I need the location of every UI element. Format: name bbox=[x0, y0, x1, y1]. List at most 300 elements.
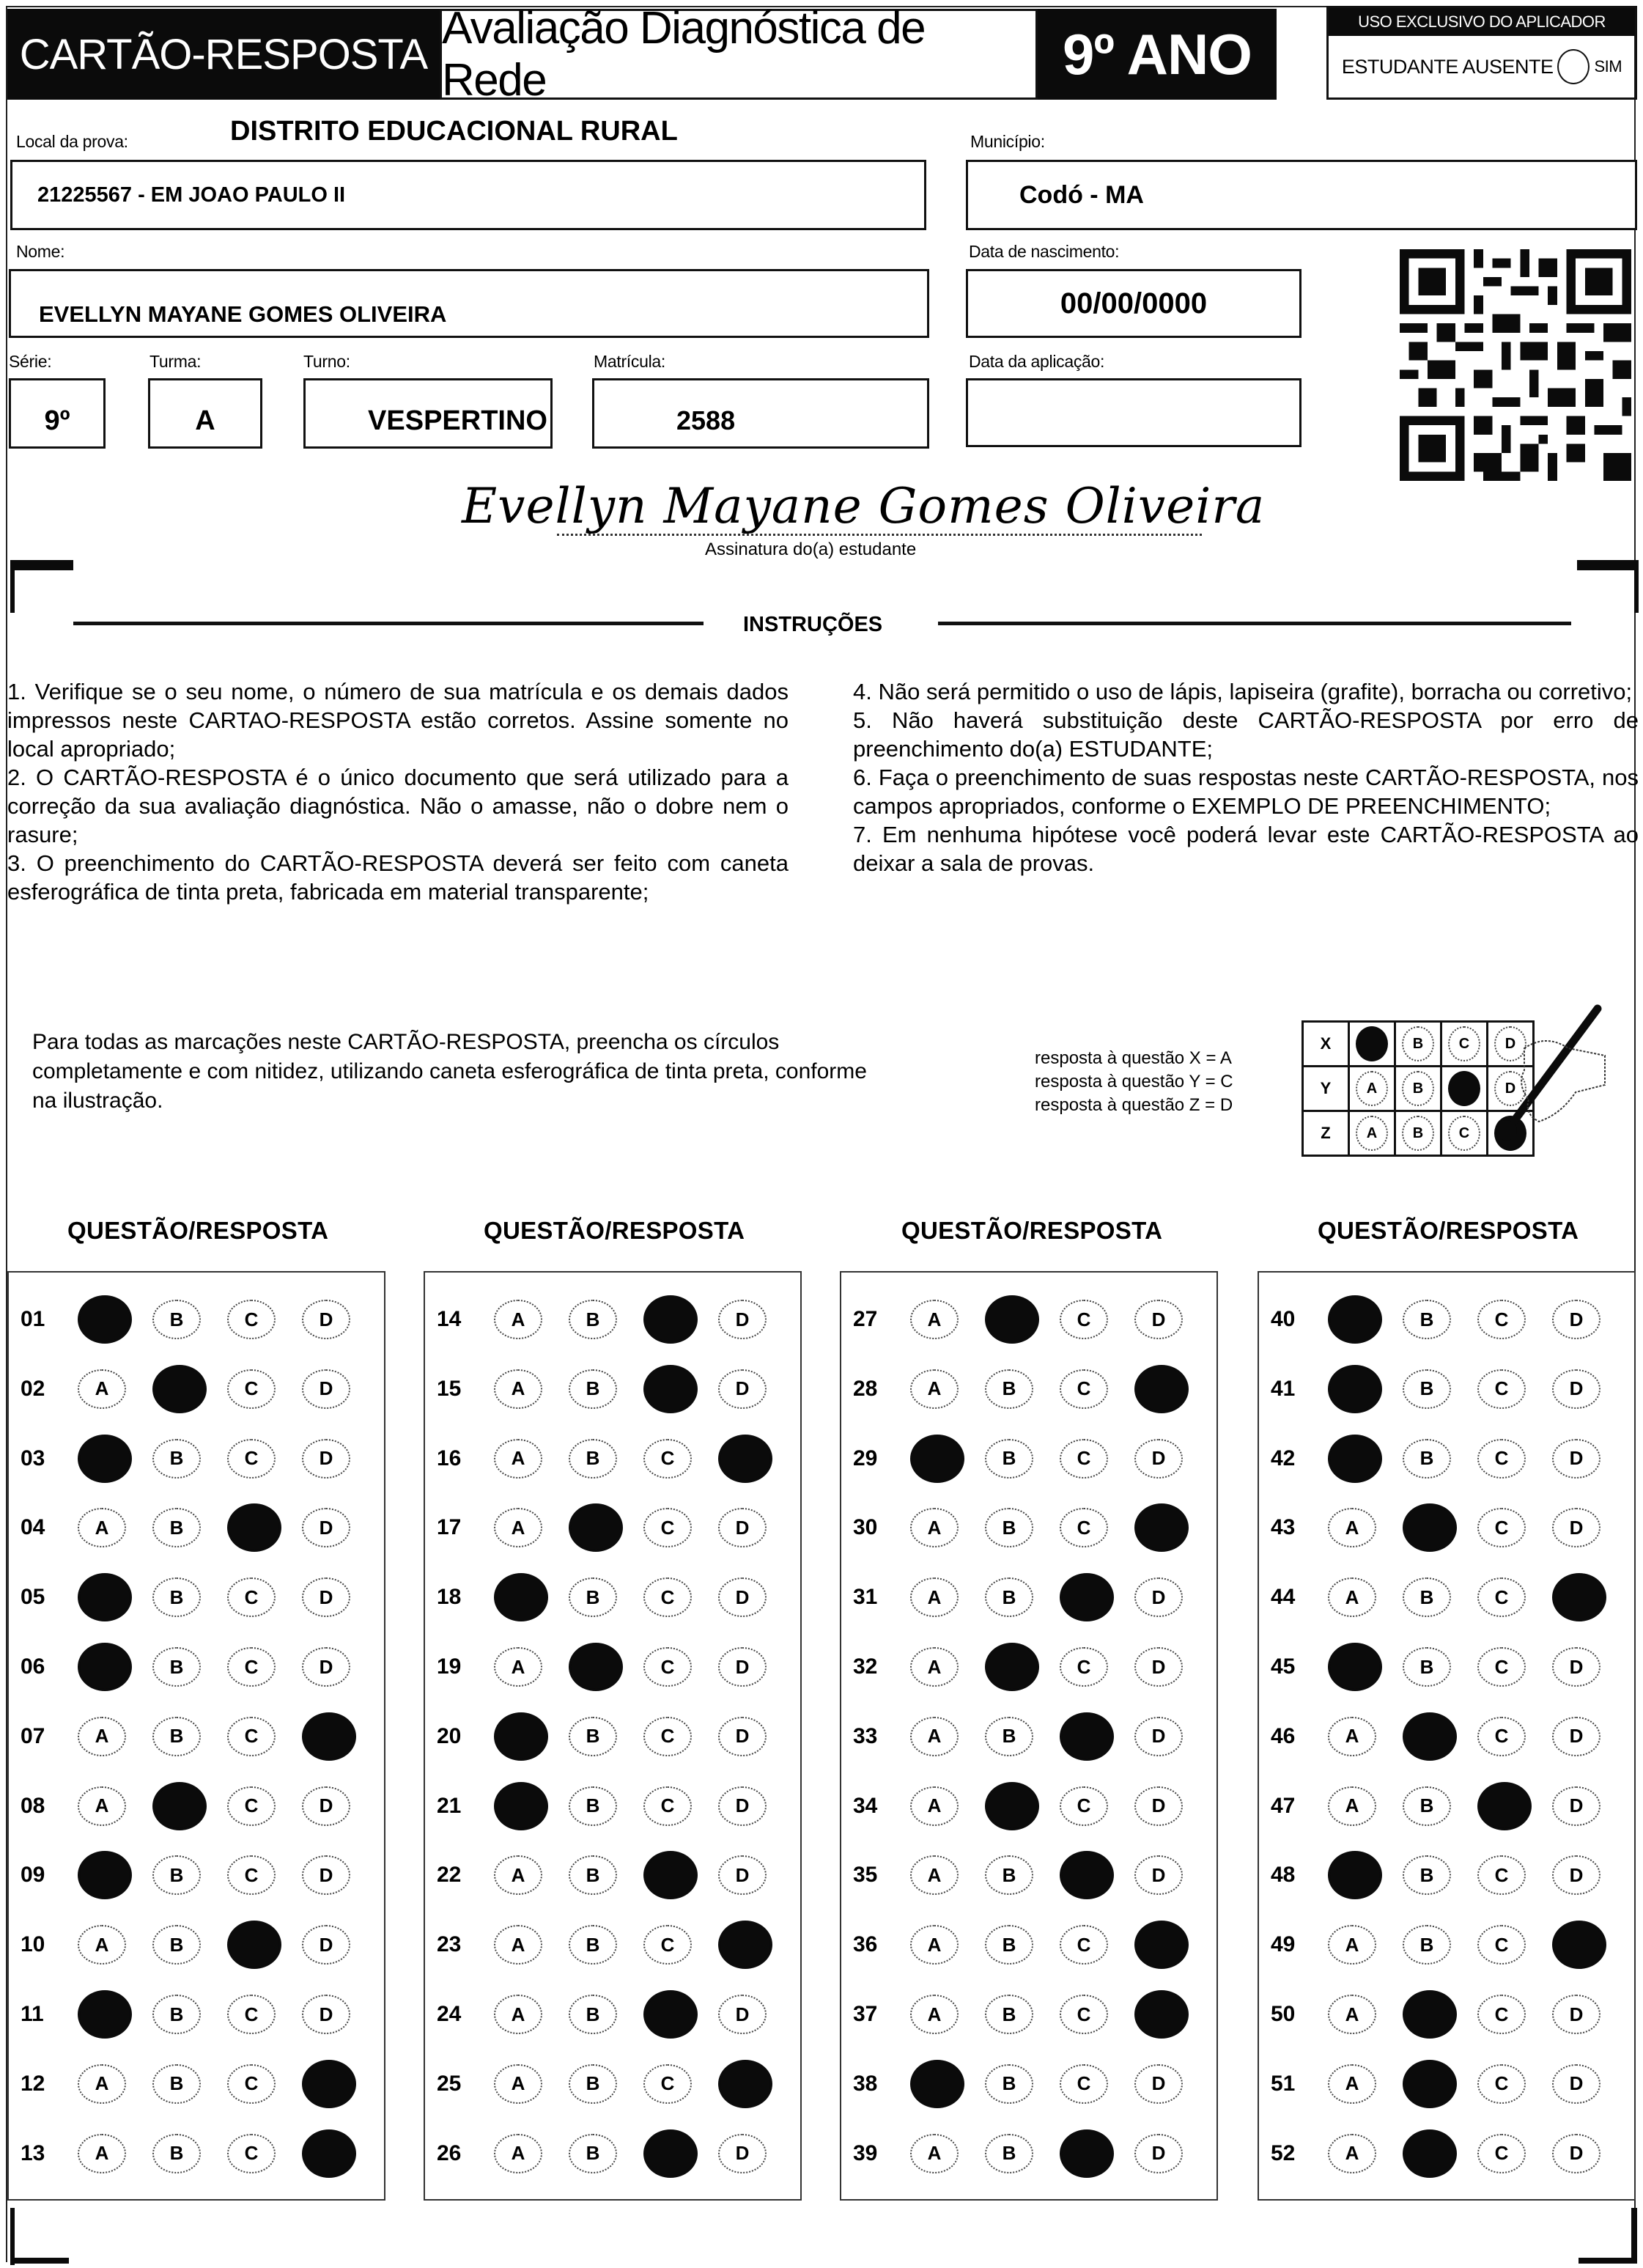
answer-bubble[interactable]: B bbox=[152, 1647, 201, 1687]
answer-bubble-filled[interactable] bbox=[1328, 1851, 1382, 1899]
answer-bubble-filled[interactable] bbox=[643, 1990, 698, 2039]
answer-bubble[interactable]: D bbox=[718, 1786, 767, 1826]
answer-bubble-filled[interactable] bbox=[985, 1643, 1039, 1691]
answer-bubble[interactable]: C bbox=[227, 1577, 276, 1617]
answer-bubble-filled[interactable] bbox=[302, 2129, 356, 2178]
answer-bubble[interactable]: A bbox=[78, 1369, 126, 1409]
answer-bubble-filled[interactable] bbox=[643, 1295, 698, 1344]
answer-bubble-filled[interactable] bbox=[1060, 1851, 1114, 1899]
question-number: 44 bbox=[1271, 1585, 1296, 1610]
answer-bubble[interactable]: B bbox=[152, 1439, 201, 1479]
question-row bbox=[1258, 1923, 1627, 1967]
answer-bubble-filled[interactable] bbox=[1403, 1990, 1457, 2039]
answer-bubble[interactable]: A bbox=[78, 1508, 126, 1547]
matricula-value: 2588 bbox=[676, 405, 736, 435]
answer-bubble[interactable]: A bbox=[910, 1300, 959, 1339]
answer-bubble[interactable]: B bbox=[985, 1508, 1033, 1547]
answer-bubble[interactable]: A bbox=[494, 1369, 542, 1409]
question-number: 17 bbox=[437, 1515, 462, 1540]
answer-bubble-filled[interactable] bbox=[78, 1643, 132, 1691]
grade-badge bbox=[1038, 9, 1277, 100]
answer-bubble[interactable]: B bbox=[152, 1925, 201, 1965]
answer-bubble[interactable]: A bbox=[1328, 2064, 1376, 2104]
answer-bubble[interactable]: A bbox=[78, 2134, 126, 2173]
answer-bubble-filled[interactable] bbox=[569, 1643, 623, 1691]
answer-bubble[interactable]: C bbox=[1477, 1369, 1526, 1409]
answer-bubble[interactable]: D bbox=[1552, 1717, 1600, 1756]
answer-bubble-filled[interactable] bbox=[643, 2129, 698, 2178]
answer-bubble-filled[interactable] bbox=[1403, 2060, 1457, 2108]
answer-bubble-filled[interactable] bbox=[1134, 1503, 1189, 1552]
question-row bbox=[7, 2062, 377, 2106]
answer-bubble[interactable]: B bbox=[569, 1786, 617, 1826]
answer-bubble[interactable]: D bbox=[302, 1786, 350, 1826]
answer-bubble[interactable]: D bbox=[1552, 1786, 1600, 1826]
answer-bubble-filled[interactable] bbox=[1134, 1990, 1189, 2039]
answer-bubble[interactable]: C bbox=[643, 1577, 692, 1617]
answer-bubble[interactable]: C bbox=[227, 1786, 276, 1826]
answer-bubble[interactable]: B bbox=[985, 1995, 1033, 2034]
answer-bubble[interactable]: C bbox=[1477, 2134, 1526, 2173]
answer-bubble[interactable]: B bbox=[569, 1369, 617, 1409]
question-number: 02 bbox=[21, 1376, 45, 1401]
answer-bubble-filled[interactable] bbox=[718, 2060, 772, 2108]
corner-mark-br-v bbox=[1631, 2208, 1637, 2264]
answer-bubble[interactable]: D bbox=[718, 1300, 767, 1339]
answer-bubble[interactable]: B bbox=[152, 1717, 201, 1756]
question-row bbox=[7, 1784, 377, 1828]
card-title-text: CARTÃO-RESPOSTA bbox=[19, 30, 428, 78]
student-signature: Evellyn Mayane Gomes Oliveira bbox=[462, 478, 1266, 534]
question-number: 11 bbox=[21, 2002, 44, 2026]
answer-bubble[interactable]: B bbox=[152, 1855, 201, 1895]
instruction-3: 3. O preenchimento do CARTÃO-RESPOSTA deverá ser feito com caneta esferográfica de tinta preta, fabricada em material transparente; bbox=[7, 850, 789, 905]
answer-bubble[interactable]: D bbox=[302, 1995, 350, 2034]
question-row bbox=[7, 1575, 377, 1619]
answer-bubble-filled[interactable] bbox=[227, 1503, 281, 1552]
question-number: 07 bbox=[21, 1723, 45, 1748]
answer-bubble-filled[interactable] bbox=[302, 1712, 356, 1761]
example-legend-y: resposta à questão Y = C bbox=[1035, 1072, 1233, 1091]
answer-bubble[interactable]: A bbox=[910, 1647, 959, 1687]
answer-bubble-filled[interactable] bbox=[78, 1573, 132, 1621]
answer-bubble[interactable]: A bbox=[910, 1717, 959, 1756]
absent-option: SIM bbox=[1594, 57, 1622, 76]
grade-badge-text: 9º ANO bbox=[1063, 21, 1252, 86]
answer-bubble[interactable]: C bbox=[1477, 1995, 1526, 2034]
answer-bubble[interactable]: A bbox=[494, 2134, 542, 2173]
answer-bubble[interactable]: B bbox=[569, 1855, 617, 1895]
answer-bubble[interactable]: C bbox=[1060, 1439, 1108, 1479]
question-row bbox=[7, 1437, 377, 1481]
question-number: 08 bbox=[21, 1793, 45, 1818]
aplicacao-field[interactable] bbox=[966, 378, 1302, 447]
answer-bubble[interactable]: A bbox=[78, 1786, 126, 1826]
answer-bubble[interactable]: A bbox=[910, 1855, 959, 1895]
question-row bbox=[424, 1923, 793, 1967]
answer-bubble[interactable]: B bbox=[569, 1717, 617, 1756]
answer-bubble[interactable]: D bbox=[1134, 1647, 1183, 1687]
instructions-rule-right bbox=[938, 622, 1571, 625]
question-row bbox=[7, 1715, 377, 1759]
answer-bubble[interactable]: A bbox=[1328, 1925, 1376, 1965]
question-row bbox=[840, 1645, 1209, 1689]
answer-bubble[interactable]: B bbox=[152, 1300, 201, 1339]
answer-bubble[interactable]: D bbox=[1134, 1786, 1183, 1826]
answer-bubble-filled[interactable] bbox=[78, 1851, 132, 1899]
answer-bubble-filled[interactable] bbox=[1403, 2129, 1457, 2178]
instructions-left bbox=[7, 677, 789, 906]
example-cell bbox=[1395, 1022, 1441, 1067]
question-row bbox=[424, 1715, 793, 1759]
answer-bubble-filled[interactable] bbox=[227, 1921, 281, 1969]
answer-bubble-filled[interactable] bbox=[1477, 1782, 1532, 1830]
answer-bubble[interactable]: C bbox=[1060, 1995, 1108, 2034]
question-number: 50 bbox=[1271, 2002, 1296, 2026]
answer-bubble[interactable]: A bbox=[78, 1717, 126, 1756]
answer-bubble[interactable]: A bbox=[78, 2064, 126, 2104]
answer-bubble[interactable]: D bbox=[718, 1577, 767, 1617]
nome-label: Nome: bbox=[16, 242, 65, 261]
answer-bubble[interactable]: A bbox=[1328, 2134, 1376, 2173]
answer-bubble-filled[interactable] bbox=[1134, 1365, 1189, 1413]
question-number: 04 bbox=[21, 1515, 45, 1540]
question-row bbox=[1258, 1784, 1627, 1828]
answer-bubble[interactable]: D bbox=[1134, 1300, 1183, 1339]
corner-mark-tr-v bbox=[1634, 560, 1639, 613]
answer-bubble-filled[interactable] bbox=[910, 2060, 964, 2108]
answer-bubble[interactable]: B bbox=[569, 1995, 617, 2034]
absent-label: ESTUDANTE AUSENTE bbox=[1341, 55, 1554, 78]
answer-bubble[interactable]: D bbox=[1552, 1508, 1600, 1547]
answer-bubble[interactable]: D bbox=[302, 1925, 350, 1965]
question-number: 40 bbox=[1271, 1307, 1296, 1331]
answer-bubble[interactable]: A bbox=[1328, 1786, 1376, 1826]
answer-bubble[interactable]: A bbox=[1328, 1508, 1376, 1547]
hand-pen-icon bbox=[1495, 1004, 1612, 1144]
answer-bubble-filled[interactable] bbox=[1552, 1573, 1606, 1621]
turma-value: A bbox=[195, 405, 215, 436]
question-number: 36 bbox=[853, 1932, 878, 1957]
turno-label: Turno: bbox=[303, 352, 350, 371]
answer-bubble[interactable]: B bbox=[152, 2064, 201, 2104]
answer-bubble-filled[interactable] bbox=[1403, 1503, 1457, 1552]
answer-bubble[interactable]: D bbox=[718, 1717, 767, 1756]
answer-bubble[interactable]: B bbox=[1403, 1369, 1451, 1409]
answer-bubble[interactable]: C bbox=[643, 1647, 692, 1687]
answer-bubble-filled[interactable] bbox=[1328, 1435, 1382, 1483]
answer-bubble[interactable]: B bbox=[1403, 1647, 1451, 1687]
answer-bubble-filled[interactable] bbox=[78, 1295, 132, 1344]
answer-bubble[interactable]: C bbox=[643, 1717, 692, 1756]
answer-bubble[interactable]: C bbox=[643, 1439, 692, 1479]
answer-bubble[interactable]: B bbox=[1403, 1577, 1451, 1617]
answer-bubble[interactable]: B bbox=[985, 2134, 1033, 2173]
example-bubble: B bbox=[1402, 1026, 1434, 1061]
answer-bubble[interactable]: B bbox=[985, 1925, 1033, 1965]
answer-bubble[interactable]: B bbox=[569, 2064, 617, 2104]
answer-bubble[interactable]: D bbox=[302, 1300, 350, 1339]
matricula-label: Matrícula: bbox=[594, 352, 665, 371]
answer-bubble[interactable]: C bbox=[227, 1855, 276, 1895]
question-row bbox=[840, 1506, 1209, 1550]
answer-bubble[interactable]: C bbox=[1060, 1508, 1108, 1547]
instruction-1: 1. Verifique se o seu nome, o número de sua matrícula e os demais dados impressos neste CARTAO-RESPOSTA estão corretos. Assine somente no local apropriado; bbox=[7, 679, 789, 762]
answer-bubble[interactable]: A bbox=[494, 1925, 542, 1965]
question-row bbox=[1258, 2062, 1627, 2106]
question-row bbox=[1258, 1645, 1627, 1689]
answer-bubble[interactable]: D bbox=[1552, 1300, 1600, 1339]
question-number: 13 bbox=[21, 2140, 45, 2165]
question-row bbox=[424, 1645, 793, 1689]
answer-bubble[interactable]: B bbox=[985, 1717, 1033, 1756]
answer-bubble[interactable]: B bbox=[1403, 1300, 1451, 1339]
answer-bubble[interactable]: C bbox=[643, 2064, 692, 2104]
answer-bubble[interactable]: D bbox=[1552, 1995, 1600, 2034]
answer-bubble[interactable]: B bbox=[569, 1925, 617, 1965]
question-number: 03 bbox=[21, 1446, 45, 1470]
district-name: DISTRITO EDUCACIONAL RURAL bbox=[230, 116, 678, 147]
answer-bubble[interactable]: C bbox=[227, 1369, 276, 1409]
answer-bubble-filled[interactable] bbox=[152, 1365, 207, 1413]
answer-bubble[interactable]: C bbox=[227, 1300, 276, 1339]
answer-bubble-filled[interactable] bbox=[910, 1435, 964, 1483]
question-row bbox=[840, 1853, 1209, 1897]
answer-bubble[interactable]: B bbox=[985, 1855, 1033, 1895]
applicator-box bbox=[1326, 6, 1637, 100]
question-number: 14 bbox=[437, 1307, 462, 1331]
question-row bbox=[1258, 1367, 1627, 1411]
answer-bubble[interactable]: D bbox=[302, 1855, 350, 1895]
answer-bubble[interactable]: A bbox=[910, 1925, 959, 1965]
question-number: 20 bbox=[437, 1723, 462, 1748]
answer-bubble[interactable]: C bbox=[1060, 2064, 1108, 2104]
nascimento-value: 00/00/0000 bbox=[1060, 287, 1208, 320]
example-row-label: X bbox=[1303, 1022, 1349, 1067]
answer-bubble[interactable]: A bbox=[494, 1855, 542, 1895]
answer-bubble[interactable]: B bbox=[152, 1577, 201, 1617]
answer-bubble[interactable]: B bbox=[1403, 1855, 1451, 1895]
answer-bubble[interactable]: C bbox=[227, 2064, 276, 2104]
answer-bubble-filled[interactable] bbox=[494, 1712, 548, 1761]
corner-mark-bl-v bbox=[10, 2208, 15, 2265]
answer-bubble[interactable]: B bbox=[569, 1577, 617, 1617]
example-row-label: Y bbox=[1303, 1067, 1349, 1111]
answer-bubble[interactable]: C bbox=[1477, 1855, 1526, 1895]
question-number: 46 bbox=[1271, 1723, 1296, 1748]
answer-bubble[interactable]: A bbox=[1328, 1995, 1376, 2034]
question-row bbox=[7, 1923, 377, 1967]
answer-bubble[interactable]: A bbox=[494, 1508, 542, 1547]
absent-checkbox[interactable] bbox=[1557, 49, 1590, 84]
answer-bubble-filled[interactable] bbox=[494, 1573, 548, 1621]
answer-bubble[interactable]: D bbox=[302, 1508, 350, 1547]
example-bubble: A bbox=[1356, 1071, 1388, 1106]
answer-bubble[interactable]: A bbox=[1328, 1577, 1376, 1617]
question-row bbox=[424, 1784, 793, 1828]
answer-bubble[interactable]: A bbox=[494, 2064, 542, 2104]
answer-bubble[interactable]: D bbox=[718, 1855, 767, 1895]
question-row bbox=[7, 2132, 377, 2176]
answer-bubble[interactable]: C bbox=[1060, 1300, 1108, 1339]
answer-bubble-filled[interactable] bbox=[1060, 2129, 1114, 2178]
answer-bubble-filled[interactable] bbox=[985, 1782, 1039, 1830]
answer-bubble[interactable]: D bbox=[718, 2134, 767, 2173]
answer-bubble[interactable]: C bbox=[1060, 1786, 1108, 1826]
answer-bubble[interactable]: D bbox=[1134, 1577, 1183, 1617]
answer-bubble-filled[interactable] bbox=[718, 1435, 772, 1483]
answer-bubble[interactable]: C bbox=[227, 1717, 276, 1756]
answer-bubble-filled[interactable] bbox=[1328, 1295, 1382, 1344]
answer-bubble[interactable]: C bbox=[1477, 2064, 1526, 2104]
answer-bubble[interactable]: C bbox=[643, 1925, 692, 1965]
answer-bubble[interactable]: C bbox=[227, 1439, 276, 1479]
answer-bubble[interactable]: B bbox=[569, 1439, 617, 1479]
qr-code bbox=[1400, 249, 1631, 481]
answer-bubble[interactable]: D bbox=[718, 1508, 767, 1547]
answer-bubble[interactable]: C bbox=[1477, 1647, 1526, 1687]
answer-bubble[interactable]: D bbox=[1134, 1717, 1183, 1756]
answer-bubble[interactable]: A bbox=[78, 1925, 126, 1965]
answer-bubble[interactable]: D bbox=[1552, 1369, 1600, 1409]
answer-bubble[interactable]: C bbox=[1477, 1439, 1526, 1479]
answer-bubble[interactable]: C bbox=[1060, 1925, 1108, 1965]
answer-bubble[interactable]: D bbox=[1552, 1439, 1600, 1479]
answer-bubble[interactable]: D bbox=[1552, 1647, 1600, 1687]
answer-bubble[interactable]: C bbox=[1477, 1300, 1526, 1339]
answer-bubble-filled[interactable] bbox=[1060, 1573, 1114, 1621]
question-number: 51 bbox=[1271, 2071, 1296, 2096]
answer-bubble[interactable]: C bbox=[227, 1647, 276, 1687]
question-row bbox=[1258, 1992, 1627, 2036]
answer-bubble-filled[interactable] bbox=[494, 1782, 548, 1830]
answer-bubble[interactable]: D bbox=[302, 1577, 350, 1617]
answer-bubble-filled[interactable] bbox=[1328, 1643, 1382, 1691]
answer-bubble[interactable]: A bbox=[910, 1369, 959, 1409]
answer-bubble[interactable]: A bbox=[494, 1439, 542, 1479]
answer-bubble[interactable]: D bbox=[1552, 2134, 1600, 2173]
answer-bubble[interactable]: A bbox=[910, 1577, 959, 1617]
answer-bubble-filled[interactable] bbox=[643, 1365, 698, 1413]
answer-bubble[interactable]: D bbox=[302, 1439, 350, 1479]
answer-bubble[interactable]: C bbox=[227, 1995, 276, 2034]
answer-bubble[interactable]: B bbox=[569, 2134, 617, 2173]
question-number: 10 bbox=[21, 1932, 45, 1957]
answer-bubble-filled[interactable] bbox=[1134, 1921, 1189, 1969]
answer-bubble-filled[interactable] bbox=[569, 1503, 623, 1552]
question-number: 47 bbox=[1271, 1793, 1296, 1818]
turma-label: Turma: bbox=[149, 352, 202, 371]
answer-bubble[interactable]: B bbox=[1403, 1786, 1451, 1826]
answer-bubble[interactable]: D bbox=[302, 1647, 350, 1687]
question-number: 38 bbox=[853, 2071, 878, 2096]
question-row bbox=[840, 1923, 1209, 1967]
answer-bubble[interactable]: C bbox=[1477, 1717, 1526, 1756]
answer-bubble-filled[interactable] bbox=[985, 1295, 1039, 1344]
answer-bubble[interactable]: C bbox=[643, 1508, 692, 1547]
answer-bubble[interactable]: B bbox=[152, 2134, 201, 2173]
answer-bubble[interactable]: D bbox=[718, 1647, 767, 1687]
corner-mark-tr bbox=[1577, 560, 1639, 570]
answer-bubble[interactable]: B bbox=[985, 1369, 1033, 1409]
corner-mark-br bbox=[1579, 2258, 1637, 2264]
answer-bubble[interactable]: C bbox=[1060, 1369, 1108, 1409]
question-row bbox=[424, 2132, 793, 2176]
answer-bubble[interactable]: D bbox=[1134, 1855, 1183, 1895]
example-cell bbox=[1349, 1022, 1395, 1067]
answer-bubble[interactable]: C bbox=[1060, 1647, 1108, 1687]
instructions-rule-left bbox=[73, 622, 704, 625]
answer-bubble-filled[interactable] bbox=[78, 1990, 132, 2039]
answer-bubble[interactable]: D bbox=[302, 1369, 350, 1409]
question-row bbox=[424, 1297, 793, 1341]
question-row bbox=[1258, 1853, 1627, 1897]
question-row bbox=[1258, 1506, 1627, 1550]
answer-bubble-filled[interactable] bbox=[1060, 1712, 1114, 1761]
answer-bubble[interactable]: D bbox=[718, 1995, 767, 2034]
answer-bubble[interactable]: D bbox=[1134, 2134, 1183, 2173]
example-bubble: D bbox=[1494, 1026, 1526, 1061]
answer-bubble[interactable]: B bbox=[985, 1577, 1033, 1617]
answer-bubble-filled[interactable] bbox=[718, 1921, 772, 1969]
answer-bubble[interactable]: C bbox=[643, 1786, 692, 1826]
answer-bubble[interactable]: A bbox=[910, 1786, 959, 1826]
answer-bubble[interactable]: C bbox=[227, 2134, 276, 2173]
answer-bubble-filled[interactable] bbox=[1403, 1712, 1457, 1761]
answer-bubble[interactable]: B bbox=[985, 1439, 1033, 1479]
answer-bubble[interactable]: A bbox=[494, 1300, 542, 1339]
turno-field bbox=[303, 378, 553, 449]
answer-bubble-filled[interactable] bbox=[1552, 1921, 1606, 1969]
question-row bbox=[7, 1367, 377, 1411]
example-cell bbox=[1441, 1067, 1488, 1111]
answer-bubble[interactable]: A bbox=[1328, 1717, 1376, 1756]
answer-bubble[interactable]: C bbox=[1477, 1508, 1526, 1547]
answer-bubble[interactable]: D bbox=[1552, 1855, 1600, 1895]
answer-bubble-filled[interactable] bbox=[302, 2060, 356, 2108]
answer-bubble[interactable]: B bbox=[1403, 1439, 1451, 1479]
answer-bubble[interactable]: C bbox=[1477, 1925, 1526, 1965]
instructions-title: INSTRUÇÕES bbox=[743, 613, 883, 636]
answer-bubble-filled[interactable] bbox=[78, 1435, 132, 1483]
answer-bubble[interactable]: A bbox=[910, 1508, 959, 1547]
answer-bubble[interactable]: B bbox=[569, 1300, 617, 1339]
question-number: 30 bbox=[853, 1515, 878, 1540]
answer-bubble-filled[interactable] bbox=[1328, 1365, 1382, 1413]
answer-bubble[interactable]: B bbox=[152, 1995, 201, 2034]
answer-bubble[interactable]: A bbox=[910, 1995, 959, 2034]
answer-bubble[interactable]: D bbox=[1134, 2064, 1183, 2104]
answer-bubble[interactable]: B bbox=[985, 2064, 1033, 2104]
answer-bubble[interactable]: D bbox=[1134, 1439, 1183, 1479]
answer-bubble[interactable]: B bbox=[152, 1508, 201, 1547]
answer-bubble[interactable]: A bbox=[910, 2134, 959, 2173]
example-bubble-filled bbox=[1448, 1071, 1480, 1106]
answer-bubble[interactable]: A bbox=[494, 1995, 542, 2034]
answer-bubble[interactable]: B bbox=[1403, 1925, 1451, 1965]
answer-bubble[interactable]: A bbox=[494, 1647, 542, 1687]
answer-bubble[interactable]: D bbox=[718, 1369, 767, 1409]
question-row bbox=[424, 1992, 793, 2036]
question-row bbox=[7, 1853, 377, 1897]
answer-bubble[interactable]: D bbox=[1552, 2064, 1600, 2104]
question-row bbox=[424, 1367, 793, 1411]
question-number: 52 bbox=[1271, 2140, 1296, 2165]
answer-bubble-filled[interactable] bbox=[643, 1851, 698, 1899]
answer-bubble[interactable]: C bbox=[1477, 1577, 1526, 1617]
answer-bubble-filled[interactable] bbox=[152, 1782, 207, 1830]
question-number: 29 bbox=[853, 1446, 878, 1470]
